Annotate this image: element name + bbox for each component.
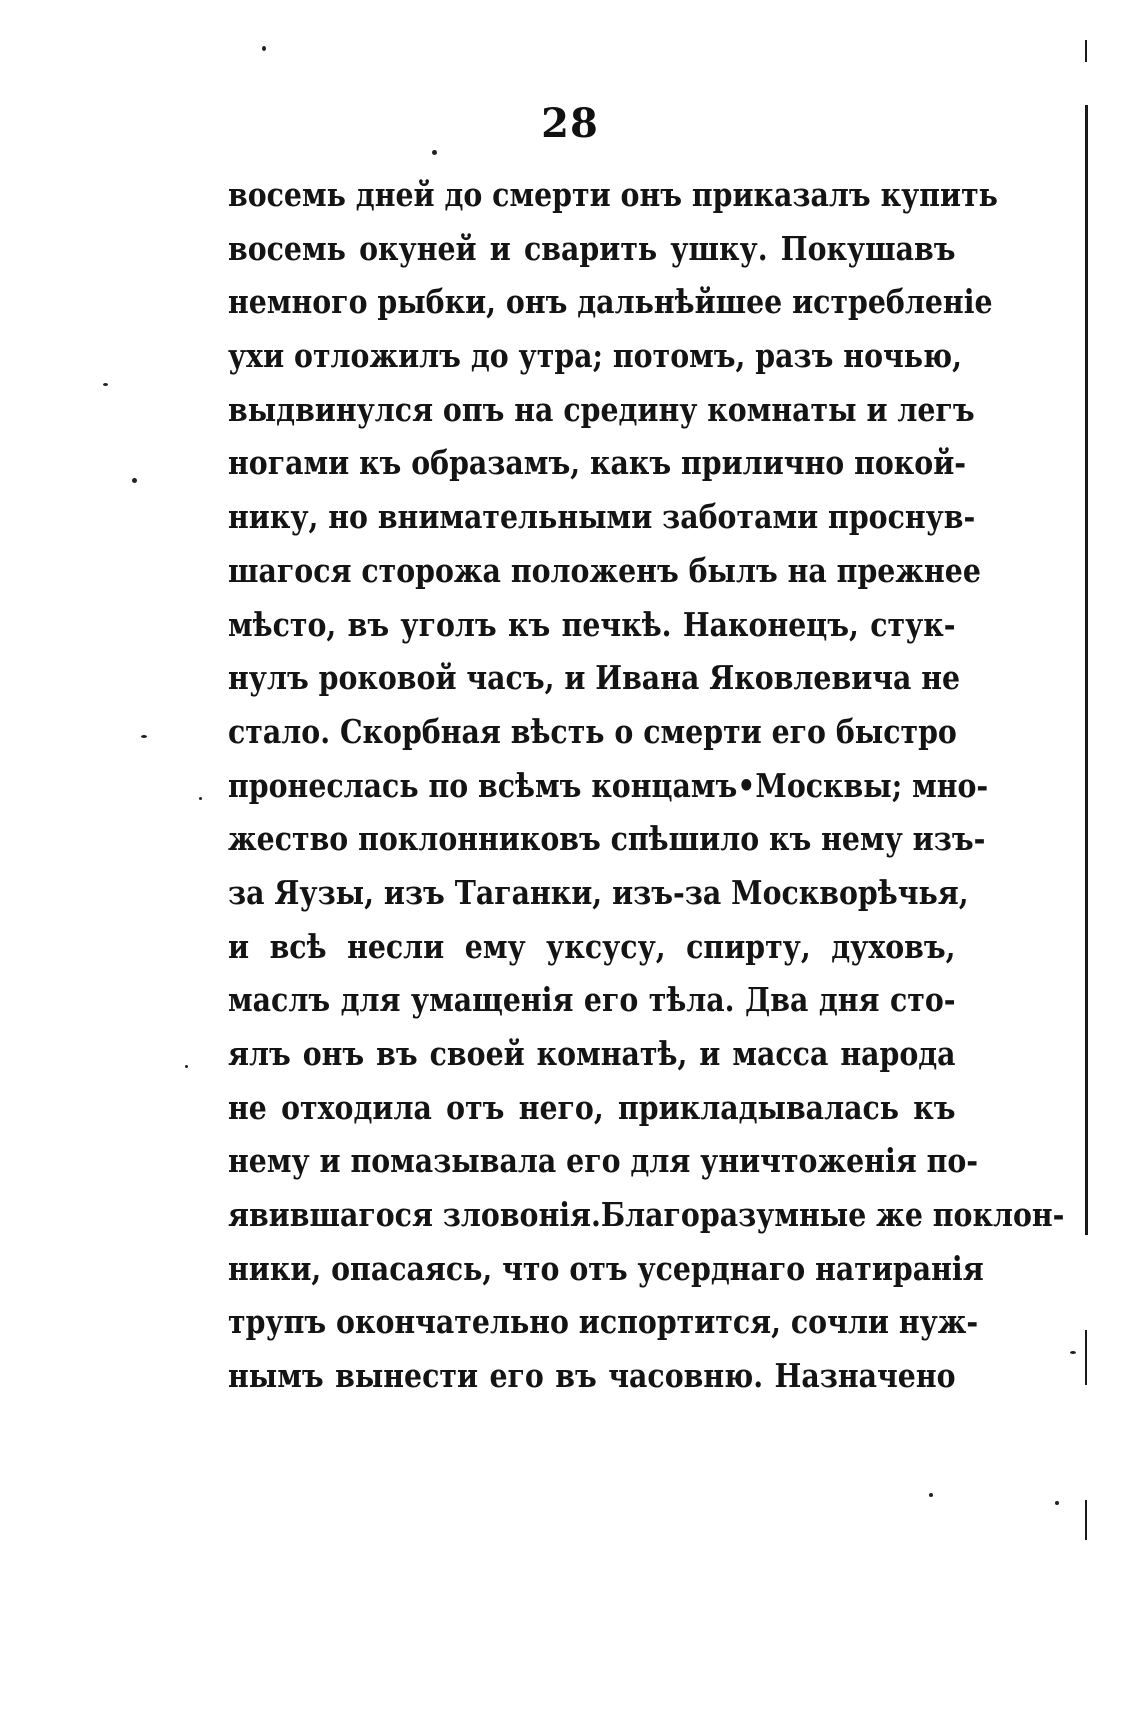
text-line-23: нымъ вынести его въ часовню. Назначено bbox=[228, 1356, 956, 1396]
text-line-15: и всѣ несли ему уксусу, спирту, духовъ, bbox=[228, 926, 956, 966]
scan-speck bbox=[262, 46, 266, 51]
text-line-19: нему и помазывала его для уничтоженія по- bbox=[228, 1141, 979, 1181]
text-line-3: немного рыбки, онъ дальнѣйшее истребленіе bbox=[228, 282, 993, 322]
text-line-1: восемь дней до смерти онъ приказалъ купить bbox=[228, 175, 998, 214]
scan-speck bbox=[1070, 1351, 1076, 1354]
text-line-12: пронеслась по всѣмъ концамъ•Москвы; мно- bbox=[228, 765, 989, 805]
text-line-9: мѣсто, въ уголъ къ печкѣ. Наконецъ, стук- bbox=[228, 604, 956, 644]
scan-speck bbox=[132, 478, 137, 483]
text-line-22: трупъ окончательно испортится, сочли нуж- bbox=[228, 1302, 979, 1342]
scan-margin-rule-bottom bbox=[1085, 1500, 1087, 1540]
text-line-21: ники, опасаясь, что отъ усерднаго натиранія bbox=[228, 1248, 984, 1288]
text-line-7: нику, но внимательными заботами проснув- bbox=[228, 497, 976, 537]
scan-speck bbox=[199, 797, 202, 800]
text-line-5: выдвинулся опъ на средину комнаты и легъ bbox=[228, 389, 975, 429]
text-line-4: ухи отложилъ до утра; потомъ, разъ ночью, bbox=[228, 336, 963, 376]
scan-speck bbox=[1055, 1501, 1059, 1505]
page-number: 28 bbox=[541, 100, 599, 147]
text-line-2: восемь окуней и сварить ушку. Покушавъ bbox=[228, 228, 956, 268]
scan-speck bbox=[141, 735, 147, 738]
scan-speck bbox=[432, 150, 437, 155]
text-line-11: стало. Скорбная вѣсть о смерти его быстро bbox=[228, 711, 957, 751]
scan-speck bbox=[103, 383, 108, 386]
body-text bbox=[228, 168, 1065, 1403]
text-line-8: шагося сторожа положенъ былъ на прежнее bbox=[228, 550, 981, 590]
scan-margin-rule-top bbox=[1085, 40, 1087, 62]
scan-speck bbox=[185, 1065, 188, 1068]
text-line-13: жество поклонниковъ спѣшило къ нему изъ- bbox=[228, 819, 986, 859]
scan-speck bbox=[929, 1493, 933, 1497]
text-line-16: маслъ для умащенія его тѣла. Два дня сто- bbox=[228, 980, 956, 1020]
text-line-18: не отходила отъ него, прикладывалась къ bbox=[228, 1087, 956, 1127]
text-line-20: явившагося зловонія.Благоразумные же поклон- bbox=[228, 1195, 1065, 1235]
scan-margin-rule-main bbox=[1085, 105, 1088, 1235]
text-line-17: ялъ онъ въ своей комнатѣ, и масса народа bbox=[228, 1034, 956, 1073]
text-line-10: нулъ роковой часъ, и Ивана Яковлевича не bbox=[228, 658, 961, 698]
text-line-6: ногами къ образамъ, какъ прилично покой- bbox=[228, 443, 967, 483]
scan-margin-rule-lower bbox=[1085, 1330, 1087, 1385]
text-line-14: за Яузы, изъ Таганки, изъ-за Москворѣчья, bbox=[228, 872, 969, 912]
